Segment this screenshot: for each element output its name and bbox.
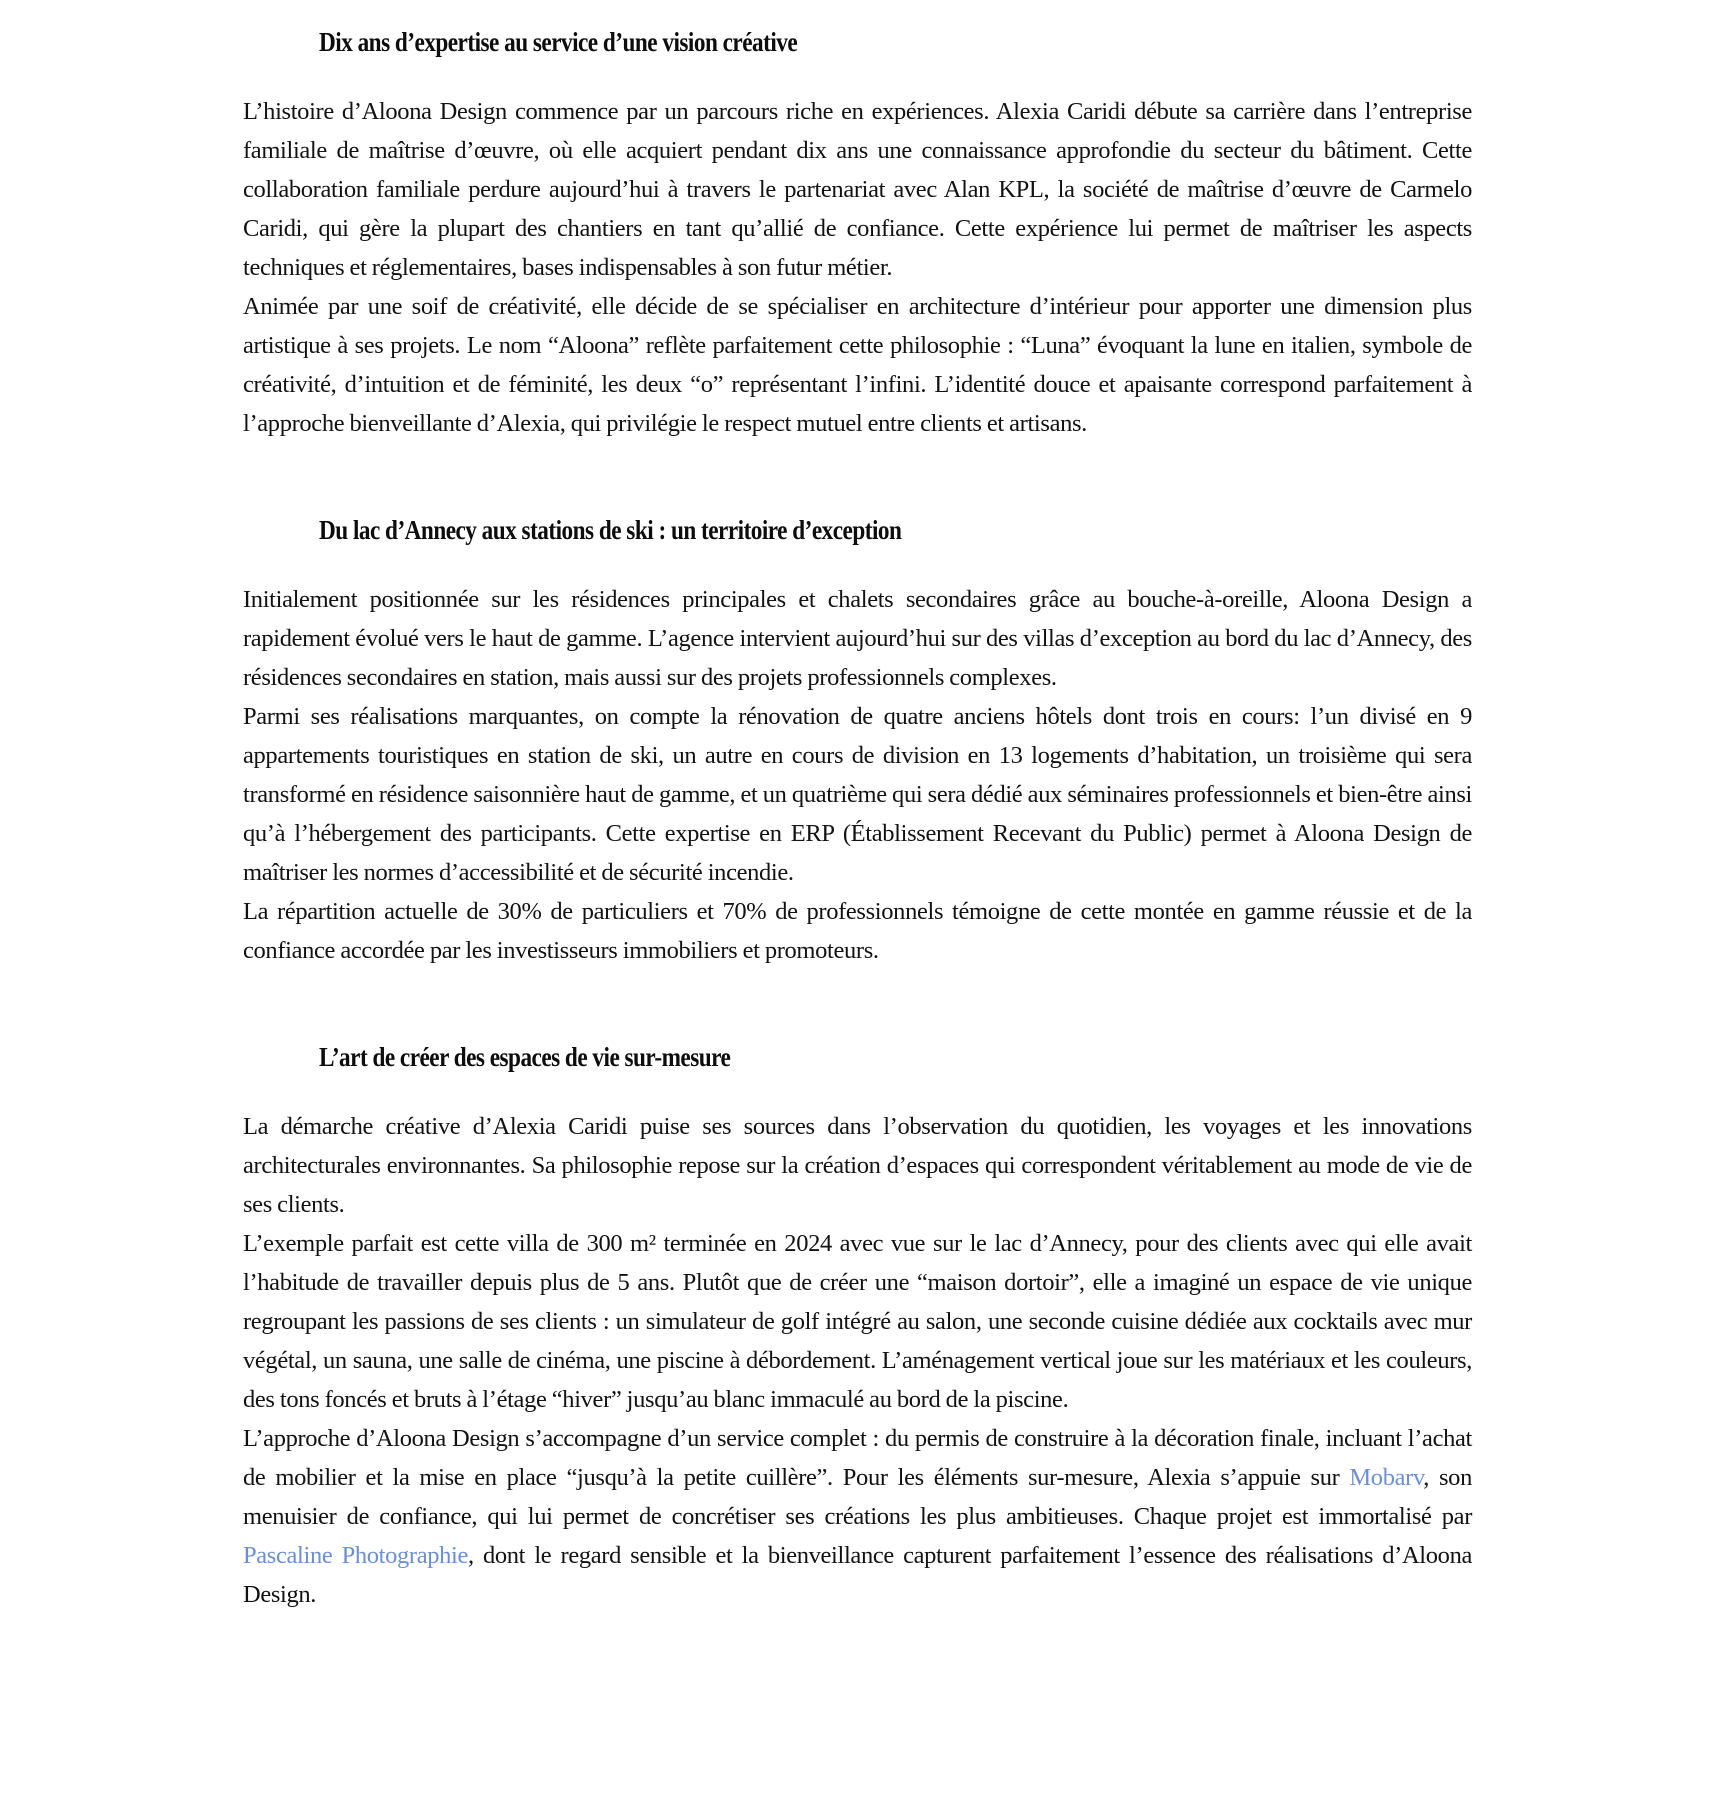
paragraph: L’exemple parfait est cette villa de 300 m² terminée en 2024 avec vue sur le lac d’Annecy, pour des clients avec qui elle avait l’habitude de travailler depuis plus de 5 ans. Plutôt que de créer une “maison dortoir”, elle a imaginé un espace de vie unique regroupant les passions de ses clients : un simulateur de golf intégré au salon, une seconde cuisine dédiée aux cocktails avec mur végétal, un sauna, une salle de cinéma, une piscine à débordement. L’aménagement vertical joue sur les matériaux et les couleurs, des tons foncés et bruts à l’étage “hiver” jusqu’au blanc immaculé au bord de la piscine. — [243, 1230, 1472, 1413]
section-heading-text: Dix ans d’expertise au service d’une vision créative — [319, 27, 798, 57]
article-body — [243, 23, 1472, 1614]
paragraph: Initialement positionnée sur les résidences principales et chalets secondaires grâce au bouche-à-oreille, Aloona Design a rapidement évolué vers le haut de gamme. L’agence intervient aujourd’hui sur des villas d’exception au bord du lac d’Annecy, des résidences secondaires en station, mais aussi sur des projets professionnels complexes. — [243, 586, 1472, 691]
section-territoire — [243, 511, 1472, 970]
paragraph: La répartition actuelle de 30% de particuliers et 70% de professionnels témoigne de cette montée en gamme réussie et de la confiance accordée par les investisseurs immobiliers et promoteurs. — [243, 898, 1472, 964]
paragraph-text: L’approche d’Aloona Design s’accompagne d’un service complet : du permis de construire à la décoration finale, incluant l’achat de mobilier et la mise en place “jusqu’à la petite cuillère”. Pour les éléments sur-mesure, Alexia s’appuie sur — [243, 1425, 1472, 1491]
paragraph: Parmi ses réalisations marquantes, on compte la rénovation de quatre anciens hôtels dont trois en cours: l’un divisé en 9 appartements touristiques en station de ski, un autre en cours de division en 13 logements d’habitation, un troisième qui sera transformé en résidence saisonnière haut de gamme, et un quatrième qui sera dédié aux séminaires professionnels et bien-être ainsi qu’à l’hébergement des participants. Cette expertise en ERP (Établissement Recevant du Public) permet à Aloona Design de maîtriser les normes d’accessibilité et de sécurité incendie. — [243, 703, 1472, 886]
section-heading — [243, 511, 1472, 550]
section-expertise — [243, 23, 1472, 443]
paragraph-text: , dont le regard sensible et la bienveillance capturent parfaitement l’essence des réalisations d’Aloona Design. — [243, 1542, 1472, 1608]
section-heading — [243, 1038, 1472, 1077]
section-heading-text: Du lac d’Annecy aux stations de ski : un territoire d’exception — [319, 515, 902, 545]
paragraph-text: , son menuisier de confiance, qui lui permet de concrétiser ses créations les plus ambitieuses. Chaque projet est immortalisé par — [243, 1464, 1472, 1530]
mobarv-link[interactable]: Mobarv — [1349, 1464, 1424, 1491]
paragraph: L’histoire d’Aloona Design commence par un parcours riche en expériences. Alexia Caridi débute sa carrière dans l’entreprise familiale de maîtrise d’œuvre, où elle acquiert pendant dix ans une connaissance approfondie du secteur du bâtiment. Cette collaboration familiale perdure aujourd’hui à travers le partenariat avec Alan KPL, la société de maîtrise d’œuvre de Carmelo Caridi, qui gère la plupart des chantiers en tant qu’allié de confiance. Cette expérience lui permet de maîtriser les aspects techniques et réglementaires, bases indispensables à son futur métier. — [243, 98, 1472, 281]
section-heading-text: L’art de créer des espaces de vie sur-mesure — [319, 1042, 731, 1072]
section-heading — [243, 23, 1472, 62]
section-espaces-sur-mesure — [243, 1038, 1472, 1614]
pascaline-photographie-link[interactable]: Pascaline Photographie — [243, 1542, 469, 1569]
paragraph: Animée par une soif de créativité, elle décide de se spécialiser en architecture d’intérieur pour apporter une dimension plus artistique à ses projets. Le nom “Aloona” reflète parfaitement cette philosophie : “Luna” évoquant la lune en italien, symbole de créativité, d’intuition et de féminité, les deux “o” représentant l’infini. L’identité douce et apaisante correspond parfaitement à l’approche bienveillante d’Alexia, qui privilégie le respect mutuel entre clients et artisans. — [243, 293, 1472, 437]
paragraph: La démarche créative d’Alexia Caridi puise ses sources dans l’observation du quotidien, les voyages et les innovations architecturales environnantes. Sa philosophie repose sur la création d’espaces qui correspondent véritablement au mode de vie de ses clients. — [243, 1113, 1472, 1218]
paragraph-with-links — [243, 1419, 1472, 1614]
